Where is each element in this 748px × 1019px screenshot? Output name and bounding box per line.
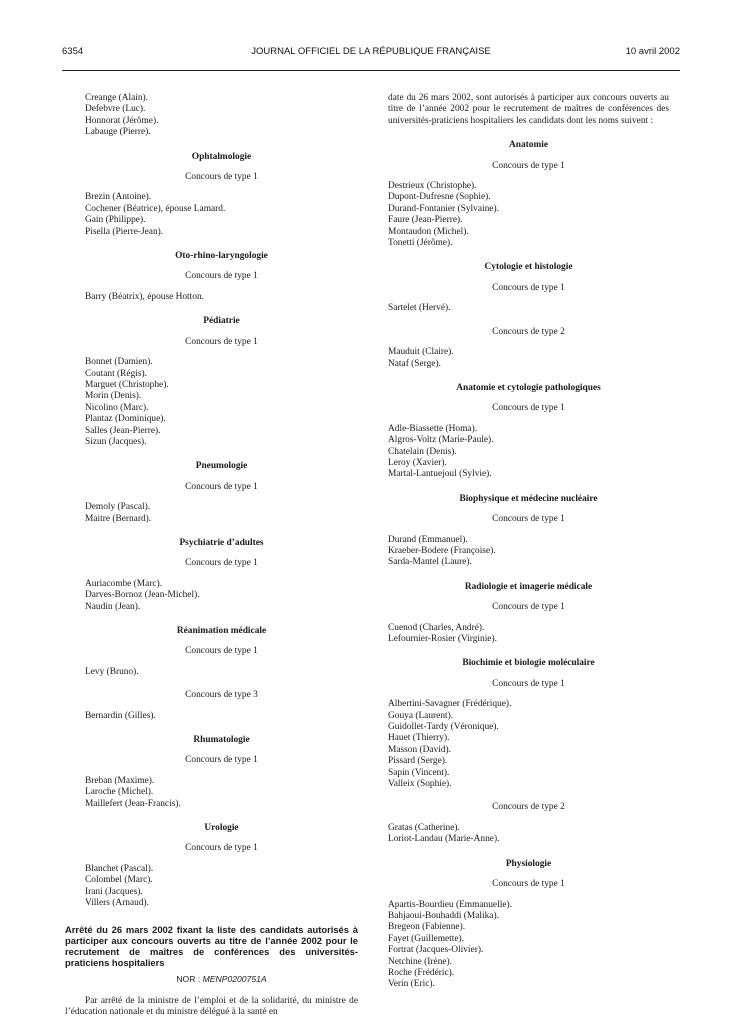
candidate-name: Durand-Fontanier (Sylvaine). (388, 203, 499, 214)
candidate-name: Brezin (Antoine). (85, 192, 152, 203)
competition-type: Concours de type 1 (492, 403, 565, 414)
candidate-name: Hauet (Thierry). (388, 733, 450, 744)
name-list (85, 776, 358, 810)
section-title: Biochimie et biologie moléculaire (462, 658, 595, 669)
candidate-name: Naudin (Jean). (85, 601, 141, 612)
candidate-name: Sizun (Jacques). (85, 436, 147, 447)
competition-type: Concours de type 3 (185, 690, 258, 701)
right-column (388, 93, 669, 991)
name-list (388, 900, 669, 991)
candidate-name: Durand (Emmanuel). (388, 534, 468, 545)
name-list (85, 711, 358, 722)
left-sections (85, 152, 358, 910)
candidate-name: Montaudon (Michel). (388, 226, 469, 237)
section-title: Cytologie et histologie (484, 262, 573, 273)
competition-type: Concours de type 2 (492, 802, 565, 813)
candidate-name: Blanchet (Pascal). (85, 863, 154, 874)
competition-type: Concours de type 2 (492, 326, 565, 337)
candidate-name: Cuenod (Charles, André). (388, 622, 485, 633)
section-title: Psychiatrie d’adultes (179, 537, 264, 548)
candidate-name: Valleix (Sophie). (388, 779, 452, 790)
header-rule (62, 70, 680, 71)
candidate-name: Sartelet (Hervé). (388, 303, 451, 314)
candidate-name: Pissard (Serge). (388, 756, 448, 767)
candidate-name: Morin (Denis). (85, 391, 142, 402)
section-title: Rhumatologie (193, 735, 250, 746)
candidate-name: Demoly (Pascal). (85, 502, 151, 513)
group-spacer (388, 790, 669, 802)
competition-type: Concours de type 1 (492, 678, 565, 689)
candidate-name: Cochener (Béatrice), épouse Lamard. (85, 203, 226, 214)
candidate-name: Darves-Bornoz (Jean-Michel). (85, 590, 200, 601)
name-list (85, 93, 358, 139)
candidate-name: Apartis-Bourdieu (Emmanuelle). (388, 899, 512, 910)
section-title: Pédiatrie (203, 316, 240, 327)
candidate-name: Maillefert (Jean-Francis). (85, 798, 181, 809)
name-list (85, 357, 358, 448)
group-spacer (388, 315, 669, 327)
competition-type: Concours de type 1 (185, 843, 258, 854)
candidate-name: Marguet (Christophe). (85, 379, 169, 390)
candidate-name: Pisella (Pierre-Jean). (85, 226, 164, 237)
right-sections (388, 140, 669, 991)
candidate-name: Fortrat (Jacques-Olivier). (388, 945, 484, 956)
candidate-name: Bernardin (Gilles). (85, 710, 156, 721)
name-list (85, 502, 358, 525)
competition-type: Concours de type 1 (185, 172, 258, 183)
competition-type: Concours de type 1 (492, 282, 565, 293)
candidate-name: Irani (Jacques). (85, 886, 143, 897)
group-spacer (85, 678, 358, 690)
candidate-name: Bahjaoui-Bouhaddi (Malika). (388, 910, 499, 921)
candidate-name: Bregeon (Fabienne). (388, 922, 466, 933)
candidate-name: Auriacombe (Marc). (85, 578, 163, 589)
decree-title: Arrêté du 26 mars 2002 fixant la liste des candidats autorisés à participer aux concours ouverts au titre de l’année 2002 pour le recrutement de maîtres de conférences des universités-praticiens hospitaliers (65, 923, 358, 969)
candidate-name: Kraeber-Bodere (Françoise). (388, 545, 496, 556)
section-title: Pneumologie (195, 461, 248, 472)
candidate-name: Sapin (Vincent). (388, 767, 450, 778)
name-list (388, 181, 669, 249)
section-title: Oto-rhino-laryngologie (175, 251, 268, 262)
decree-body: Par arrêté de la ministre de l’emploi et de la solidarité, du ministre de l’éducation nationale et du ministre délégué à la santé en (65, 995, 358, 1018)
candidate-name: Coutant (Régis). (85, 368, 147, 379)
candidate-name: Roche (Frédéric). (388, 967, 455, 978)
left-column (65, 93, 358, 1019)
section-title: Anatomie et cytologie pathologiques (456, 382, 601, 393)
competition-type: Concours de type 1 (492, 879, 565, 890)
section-title: Physiologie (505, 858, 552, 869)
section-title: Urologie (204, 823, 239, 834)
candidate-name: Martal-Lantuejoul (Sylvie). (388, 469, 492, 480)
candidate-name: Gain (Philippe). (85, 215, 146, 226)
candidate-name: Leroy (Xavier). (388, 457, 447, 468)
name-list (85, 579, 358, 613)
competition-type: Concours de type 1 (185, 755, 258, 766)
name-list (388, 823, 669, 846)
section-title: Anatomie (508, 140, 549, 151)
competition-type: Concours de type 1 (185, 481, 258, 492)
competition-type: Concours de type 1 (185, 336, 258, 347)
name-list (388, 424, 669, 481)
candidate-name: Colombel (Marc). (85, 875, 153, 886)
candidate-name: Albertini-Savagner (Frédérique). (388, 699, 512, 710)
publication-date: 10 avril 2002 (625, 46, 680, 57)
section-title: Réanimation médicale (176, 626, 267, 636)
name-list (388, 303, 669, 314)
competition-type: Concours de type 1 (185, 646, 258, 657)
candidate-name: Gouya (Laurent). (388, 710, 454, 721)
candidate-name: Fayet (Guillemette). (388, 933, 465, 944)
candidate-name: Breban (Maxime). (85, 775, 155, 786)
competition-type: Concours de type 1 (492, 160, 565, 171)
candidate-name: Laroche (Michel). (85, 787, 154, 798)
nor-reference (85, 974, 358, 985)
candidate-name: Labauge (Pierre). (85, 127, 151, 138)
nor-code: MENP0200751A (202, 974, 267, 985)
candidate-name: Honnorat (Jérôme). (85, 115, 159, 126)
candidate-name: Destrieux (Christophe). (388, 181, 477, 192)
candidate-name: Masson (David). (388, 744, 452, 755)
decree-intro: date du 26 mars 2002, sont autorisés à participer aux concours ouverts au titre de l’année 2002 pour le recrutement de maîtres de conférences des universités-praticiens hospitaliers les candidats dont les noms suivent : (388, 93, 669, 126)
candidate-name: Levy (Bruno). (85, 666, 139, 677)
competition-type: Concours de type 1 (492, 602, 565, 613)
competition-type: Concours de type 1 (492, 514, 565, 525)
name-list (388, 699, 669, 790)
candidate-name: Bonnet (Damien). (85, 357, 153, 368)
section-title: Biophysique et médecine nucléaire (459, 493, 598, 504)
candidate-name: Dupont-Dufresne (Sophie). (388, 192, 491, 203)
candidate-name: Nicolino (Marc). (85, 402, 149, 413)
candidate-name: Lefournier-Rosier (Virginie). (388, 634, 497, 644)
candidate-name: Defebvre (Luc). (85, 104, 146, 115)
section-title: Radiologie et imagerie médicale (464, 581, 593, 592)
candidate-name: Creange (Alain). (85, 93, 148, 103)
page-number: 6354 (62, 46, 84, 57)
name-list (388, 623, 669, 646)
candidate-name: Faure (Jean-Pierre). (388, 215, 463, 226)
candidate-name: Plantaz (Dominique). (85, 414, 166, 425)
candidate-name: Sarda-Mantel (Laure). (388, 557, 472, 568)
competition-type: Concours de type 1 (185, 271, 258, 282)
candidate-name: Barry (Béatrix), épouse Hotton. (85, 291, 204, 302)
candidate-name: Tonetti (Jérôme). (388, 238, 453, 249)
candidate-name: Villers (Arnaud). (85, 898, 149, 909)
name-list (388, 535, 669, 569)
candidate-name: Loriot-Landau (Marie-Anne). (388, 834, 500, 845)
candidate-name: Nataf (Serge). (388, 358, 441, 369)
candidate-name: Adle-Biassette (Homa). (388, 423, 478, 434)
name-list (85, 667, 358, 678)
page-header (62, 40, 680, 58)
name-list (388, 347, 669, 370)
journal-title: JOURNAL OFFICIEL DE LA RÉPUBLIQUE FRANÇAISE (251, 46, 491, 57)
name-list (85, 192, 358, 238)
candidate-name: Netchine (Irène). (388, 956, 453, 967)
name-list (85, 292, 358, 303)
candidate-name: Verin (Eric). (388, 979, 435, 990)
candidate-name: Maitre (Bernard). (85, 513, 152, 524)
section-title: Ophtalmologie (191, 151, 252, 162)
candidate-name: Guidollet-Tardy (Véronique). (388, 722, 499, 733)
name-list (85, 864, 358, 910)
candidate-name: Algros-Voltz (Marie-Paule). (388, 435, 494, 446)
competition-type: Concours de type 1 (185, 558, 258, 569)
candidate-name: Mauduit (Claire). (388, 347, 454, 358)
candidate-name: Gratas (Catherine). (388, 822, 460, 833)
nor-label: NOR : (176, 974, 201, 985)
candidate-name: Chatelain (Denis). (388, 446, 457, 457)
candidate-name: Salles (Jean-Pierre). (85, 425, 161, 436)
